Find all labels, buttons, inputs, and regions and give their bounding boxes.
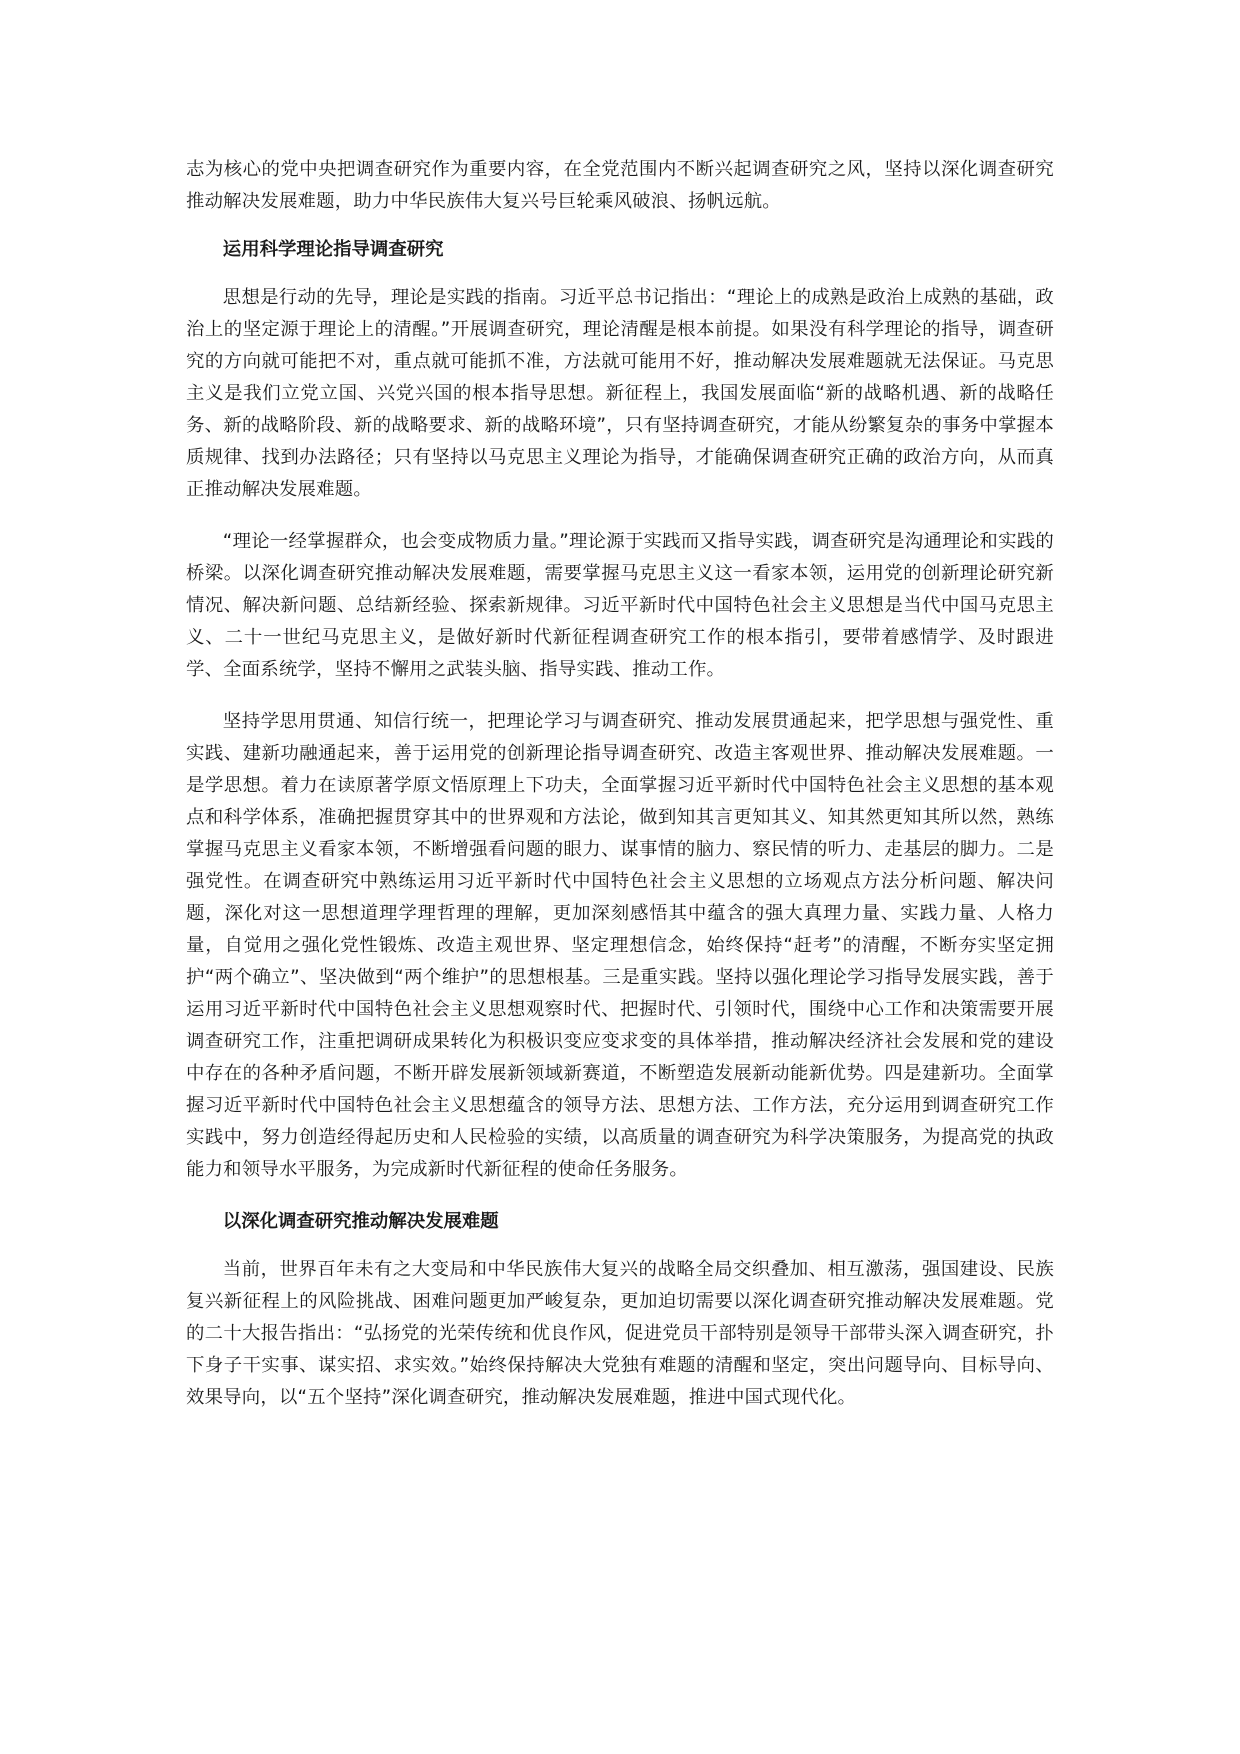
body-paragraph: “理论一经掌握群众，也会变成物质力量。”理论源于实践而又指导实践，调查研究是沟通理论和实践的桥梁。以深化调查研究推动解决发展难题，需要掌握马克思主义这一看家本领，运用党的创新理论研究新情况、解决新问题、总结新经验、探索新规律。习近平新时代中国特色社会主义思想是当代中国马克思主义、二十一世纪马克思主义，是做好新时代新征程调查研究工作的根本指引，要带着感情学、及时跟进学、全面系统学，坚持不懈用之武装头脑、指导实践、推动工作。 (186, 531, 1054, 680)
intro-paragraph: 志为核心的党中央把调查研究作为重要内容，在全党范围内不断兴起调查研究之风，坚持以深化调查研究推动解决发展难题，助力中华民族伟大复兴号巨轮乘风破浪、扬帆远航。 (186, 159, 1054, 212)
body-paragraph: 当前，世界百年未有之大变局和中华民族伟大复兴的战略全局交织叠加、相互激荡，强国建设、民族复兴新征程上的风险挑战、困难问题更加严峻复杂，更加迫切需要以深化调查研究推动解决发展难题。党的二十大报告指出：“弘扬党的光荣传统和优良作风，促进党员干部特别是领导干部带头深入调查研究，扑下身子干实事、谋实招、求实效。”始终保持解决大党独有难题的清醒和坚定，突出问题导向、目标导向、效果导向，以“五个坚持”深化调查研究，推动解决发展难题，推进中国式现代化。 (186, 1259, 1054, 1408)
section-heading-2: 以深化调查研究推动解决发展难题 (222, 1211, 499, 1232)
body-paragraph: 思想是行动的先导，理论是实践的指南。习近平总书记指出：“理论上的成熟是政治上成熟的基础，政治上的坚定源于理论上的清醒。”开展调查研究，理论清醒是根本前提。如果没有科学理论的指导，调查研究的方向就可能把不对，重点就可能抓不准，方法就可能用不好，推动解决发展难题就无法保证。马克思主义是我们立党立国、兴党兴国的根本指导思想。新征程上，我国发展面临“新的战略机遇、新的战略任务、新的战略阶段、新的战略要求、新的战略环境”，只有坚持调查研究，才能从纷繁复杂的事务中掌握本质规律、找到办法路径；只有坚持以马克思主义理论为指导，才能确保调查研究正确的政治方向，从而真正推动解决发展难题。 (186, 287, 1054, 500)
body-paragraph: 坚持学思用贯通、知信行统一，把理论学习与调查研究、推动发展贯通起来，把学思想与强党性、重实践、建新功融通起来，善于运用党的创新理论指导调查研究、改造主客观世界、推动解决发展难题。一是学思想。着力在读原著学原文悟原理上下功夫，全面掌握习近平新时代中国特色社会主义思想的基本观点和科学体系，准确把握贯穿其中的世界观和方法论，做到知其言更知其义、知其然更知其所以然，熟练掌握马克思主义看家本领，不断增强看问题的眼力、谋事情的脑力、察民情的听力、走基层的脚力。二是强党性。在调查研究中熟练运用习近平新时代中国特色社会主义思想的立场观点方法分析问题、解决问题，深化对这一思想道理学理哲理的理解，更加深刻感悟其中蕴含的强大真理力量、实践力量、人格力量，自觉用之强化党性锻炼、改造主观世界、坚定理想信念，始终保持“赶考”的清醒，不断夯实坚定拥护“两个确立”、坚决做到“两个维护”的思想根基。三是重实践。坚持以强化理论学习指导发展实践，善于运用习近平新时代中国特色社会主义思想观察时代、把握时代、引领时代，围绕中心工作和决策需要开展调查研究工作，注重把调研成果转化为积极识变应变求变的具体举措，推动解决经济社会发展和党的建设中存在的各种矛盾问题，不断开辟发展新领域新赛道，不断塑造发展新动能新优势。四是建新功。全面掌握习近平新时代中国特色社会主义思想蕴含的领导方法、思想方法、工作方法，充分运用到调查研究工作实践中，努力创造经得起历史和人民检验的实绩，以高质量的调查研究为科学决策服务，为提高党的执政能力和领导水平服务，为完成新时代新征程的使命任务服务。 (186, 711, 1054, 1180)
section-heading-1: 运用科学理论指导调查研究 (222, 239, 444, 260)
